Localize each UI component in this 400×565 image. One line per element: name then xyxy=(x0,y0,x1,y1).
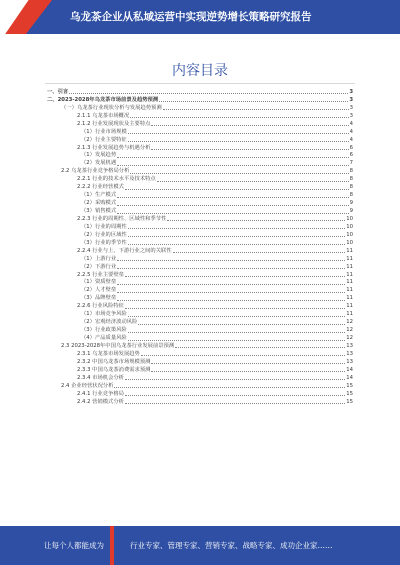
footer-slogan-left: 让每个人都能成为 xyxy=(44,541,104,550)
toc-entry[interactable] xyxy=(47,318,353,326)
toc-entry-page: 8 xyxy=(349,192,353,199)
toc-entry-page: 11 xyxy=(346,311,353,318)
toc-entry-title: 2.2.2 行业经营模式 xyxy=(77,184,124,191)
page-footer xyxy=(0,526,400,565)
toc-entry[interactable] xyxy=(47,96,353,104)
toc-entry-page: 7 xyxy=(349,160,353,167)
toc-entry-page: 11 xyxy=(346,303,353,310)
toc-entry-title: 2.2.5 行业主要壁垒 xyxy=(77,271,124,278)
toc-leader-dots xyxy=(128,133,349,134)
toc-leader-dots xyxy=(128,141,349,142)
toc-entry[interactable] xyxy=(47,342,353,350)
toc-entry-page: 4 xyxy=(349,136,353,143)
toc-entry-title: （4）产品质量风险 xyxy=(81,335,127,341)
toc-entry-title: （2）人才壁垒 xyxy=(81,287,117,294)
toc-entry[interactable] xyxy=(47,175,353,183)
toc-leader-dots xyxy=(117,284,345,285)
toc-entry-title: （2）行业的区域性 xyxy=(81,231,127,238)
toc-entry-title: （1）生产模式 xyxy=(81,192,117,199)
toc-entry-page: 14 xyxy=(346,366,353,373)
toc-entry-page: 9 xyxy=(349,200,353,207)
toc-entry-title: 2.1.2 行业发展现状及主要特点 xyxy=(77,120,151,127)
toc-leader-dots xyxy=(125,379,345,380)
toc-entry-title: 二、2023-2028年乌龙茶市场前景及趋势预测 xyxy=(47,96,159,103)
toc-entry[interactable] xyxy=(47,104,353,112)
toc-entry-title: 2.3.4 市场机会分析 xyxy=(77,374,124,381)
toc-leader-dots xyxy=(128,332,346,333)
toc-leader-dots xyxy=(173,252,346,253)
toc-entry[interactable] xyxy=(47,167,353,175)
toc-entry[interactable] xyxy=(47,326,353,334)
toc-entry-page: 4 xyxy=(349,128,353,135)
toc-entry-page: 10 xyxy=(346,223,353,230)
toc-leader-dots xyxy=(117,197,348,198)
toc-leader-dots xyxy=(151,149,348,150)
toc-entry-page: 10 xyxy=(346,239,353,246)
toc-leader-dots xyxy=(128,228,346,229)
toc-entry-title: 2.3.1 乌龙茶市场发展趋势 xyxy=(77,350,140,357)
page-header xyxy=(0,0,400,34)
toc-entry-title: （1）资质壁垒 xyxy=(81,279,117,286)
toc-entry-title: 2.1.3 行业发展趋势与机遇分析 xyxy=(77,144,151,151)
toc-entry[interactable] xyxy=(47,279,353,287)
toc-leader-dots xyxy=(117,260,345,261)
toc-entry[interactable] xyxy=(47,366,353,374)
toc-entry[interactable] xyxy=(47,382,353,390)
toc-entry[interactable] xyxy=(47,398,353,406)
toc-entry[interactable] xyxy=(47,159,353,167)
toc-entry-title: 2.2.4 行业与上、下游行业之间的关联性 xyxy=(77,247,172,254)
toc-entry[interactable] xyxy=(47,152,353,160)
toc-leader-dots xyxy=(151,371,345,372)
toc-entry[interactable] xyxy=(47,128,353,136)
toc-leader-dots xyxy=(69,93,348,94)
toc-leader-dots xyxy=(117,300,345,301)
toc-entry[interactable] xyxy=(47,390,353,398)
toc-leader-dots xyxy=(151,125,348,126)
toc-entry-title: 2.2 乌龙茶行业竞争格局分析 xyxy=(61,168,130,175)
toc-entry[interactable] xyxy=(47,199,353,207)
toc-entry-page: 12 xyxy=(346,319,353,326)
toc-entry[interactable] xyxy=(47,374,353,382)
toc-leader-dots xyxy=(125,395,345,396)
toc-entry-title: 2.4 企业经营状况分析 xyxy=(61,382,114,389)
toc-entry-title: 2.3 2023-2028年中国乌龙茶行业发展前景预测 xyxy=(61,342,175,349)
toc-entry-title: （1）上游行业 xyxy=(81,255,117,262)
toc-leader-dots xyxy=(130,173,348,174)
toc-entry-page: 9 xyxy=(349,208,353,214)
toc-entry-page: 4 xyxy=(349,120,353,127)
toc-entry[interactable] xyxy=(47,263,353,271)
toc-entry-title: （2）发展机遇 xyxy=(81,160,117,167)
toc-leader-dots xyxy=(117,213,348,214)
toc-leader-dots xyxy=(163,109,349,110)
toc-leader-dots xyxy=(125,276,345,277)
toc-entry-title: （1）市场竞争风险 xyxy=(81,311,127,318)
toc-entry-title: 2.2.6 行业风险特征 xyxy=(77,303,124,310)
divider xyxy=(45,83,355,84)
toc-entry[interactable] xyxy=(47,215,353,223)
toc-entry-title: （2）采购模式 xyxy=(81,200,117,207)
toc-entry-title: （1）发展趋势 xyxy=(81,152,117,159)
toc-entry-title: 2.1.1 乌龙茶市场概况 xyxy=(77,112,130,119)
toc-leader-dots xyxy=(117,292,345,293)
toc-entry-title: 2.3.3 中国乌龙茶消费需求预测 xyxy=(77,366,151,373)
toc-entry-title: 一、引言 xyxy=(47,88,69,95)
toc-entry-title: （一）乌龙茶行业现状分析与发展趋势预测 xyxy=(61,104,162,111)
toc-entry-page: 8 xyxy=(349,184,353,191)
toc-entry[interactable] xyxy=(47,294,353,302)
toc-leader-dots xyxy=(125,308,345,309)
toc-entry[interactable] xyxy=(47,334,353,342)
toc-entry[interactable] xyxy=(47,247,353,255)
toc-entry-title: （3）行业的季节性 xyxy=(81,239,127,246)
toc-entry-page: 11 xyxy=(346,263,353,270)
toc-entry[interactable] xyxy=(47,136,353,144)
toc-entry-title: （1）行业市场规模 xyxy=(81,128,127,135)
toc-entry-page: 15 xyxy=(346,382,353,389)
toc-entry[interactable] xyxy=(47,286,353,294)
toc-entry[interactable] xyxy=(47,239,353,247)
toc-leader-dots xyxy=(167,220,345,221)
report-title: 乌龙茶企业从私域运营中实现逆势增长策略研究报告 xyxy=(70,11,312,23)
toc-entry[interactable] xyxy=(47,255,353,263)
toc-entry-page: 3 xyxy=(349,96,353,103)
toc-entry-page: 15 xyxy=(346,398,353,405)
toc-entry-page: 10 xyxy=(346,231,353,238)
toc-leader-dots xyxy=(159,101,348,102)
toc-entry[interactable] xyxy=(47,302,353,310)
toc-entry-page: 14 xyxy=(346,374,353,381)
toc-entry[interactable] xyxy=(47,88,353,96)
toc-entry[interactable] xyxy=(47,207,353,215)
toc-entry-page: 15 xyxy=(346,390,353,397)
toc-entry[interactable] xyxy=(47,223,353,231)
toc-leader-dots xyxy=(117,205,348,206)
toc-leader-dots xyxy=(114,387,345,388)
toc-leader-dots xyxy=(141,355,345,356)
toc-leader-dots xyxy=(117,268,345,269)
toc-leader-dots xyxy=(128,236,346,237)
toc-entry-title: （2）行业主要特征 xyxy=(81,136,127,143)
toc-leader-dots xyxy=(128,340,346,341)
toc-leader-dots xyxy=(128,316,346,317)
toc-entry[interactable] xyxy=(47,358,353,366)
toc-entry-page: 13 xyxy=(346,342,353,349)
toc-entry-page: 12 xyxy=(346,335,353,341)
toc-entry[interactable] xyxy=(47,191,353,199)
toc-entry[interactable] xyxy=(47,120,353,128)
toc-leader-dots xyxy=(125,189,349,190)
toc-leader-dots xyxy=(151,363,345,364)
toc-entry-page: 11 xyxy=(346,255,353,262)
toc-entry-page: 3 xyxy=(349,112,353,119)
toc-entry-page: 13 xyxy=(346,358,353,365)
toc-entry-page: 13 xyxy=(346,350,353,357)
toc-leader-dots xyxy=(157,181,349,182)
toc-entry-page: 11 xyxy=(346,279,353,286)
toc-entry-page: 3 xyxy=(349,104,353,111)
toc-entry[interactable] xyxy=(47,183,353,191)
toc-leader-dots xyxy=(130,117,348,118)
toc-entry[interactable] xyxy=(47,310,353,318)
toc-entry-title: 2.3.2 中国乌龙茶市场规模预测 xyxy=(77,358,151,365)
toc-entry[interactable] xyxy=(47,231,353,239)
toc-entry-page: 11 xyxy=(346,287,353,294)
toc-entry-page: 12 xyxy=(346,327,353,334)
toc-entry-title: （2）下游行业 xyxy=(81,263,117,270)
toc-entry-title: 2.2.1 行业的技术水平及技术特点 xyxy=(77,176,156,183)
toc-entry-title: （2）宏观经济波动风险 xyxy=(81,319,138,326)
toc-leader-dots xyxy=(175,347,345,348)
toc-entry-page: 11 xyxy=(346,271,353,278)
toc-leader-dots xyxy=(117,157,348,158)
footer-slogan-right: 行业专家、管理专家、营销专家、战略专家、成功企业家…… xyxy=(130,541,333,550)
toc-entry-title: 2.4.1 行业竞争格局 xyxy=(77,390,124,397)
toc-entry-title: 2.4.2 营销模式分析 xyxy=(77,398,124,405)
toc-entry[interactable] xyxy=(47,271,353,279)
toc-entry-page: 11 xyxy=(346,247,353,254)
toc-leader-dots xyxy=(125,403,345,404)
toc-entry-page: 8 xyxy=(349,168,353,175)
toc-entry-page: 11 xyxy=(346,295,353,302)
toc-entry-page: 6 xyxy=(349,152,353,159)
table-of-contents xyxy=(47,88,353,406)
toc-heading: 内容目录 xyxy=(172,63,228,79)
toc-entry-page: 6 xyxy=(349,144,353,151)
toc-entry-page: 10 xyxy=(346,215,353,222)
toc-entry-title: （1）行业的周期性 xyxy=(81,223,127,230)
toc-entry-title: （3）品牌壁垒 xyxy=(81,295,117,302)
toc-entry[interactable] xyxy=(47,112,353,120)
toc-leader-dots xyxy=(117,165,348,166)
toc-entry-title: （3）行业政策风险 xyxy=(81,327,127,334)
toc-entry[interactable] xyxy=(47,350,353,358)
toc-entry[interactable] xyxy=(47,144,353,152)
toc-entry-page: 3 xyxy=(349,88,353,95)
toc-leader-dots xyxy=(128,244,346,245)
toc-leader-dots xyxy=(138,324,345,325)
toc-entry-title: （3）销售模式 xyxy=(81,208,117,214)
footer-red-bar xyxy=(110,526,114,565)
toc-entry-title: 2.2.3 行业的周期性、区域性和季节性 xyxy=(77,215,167,222)
toc-entry-page: 8 xyxy=(349,176,353,183)
